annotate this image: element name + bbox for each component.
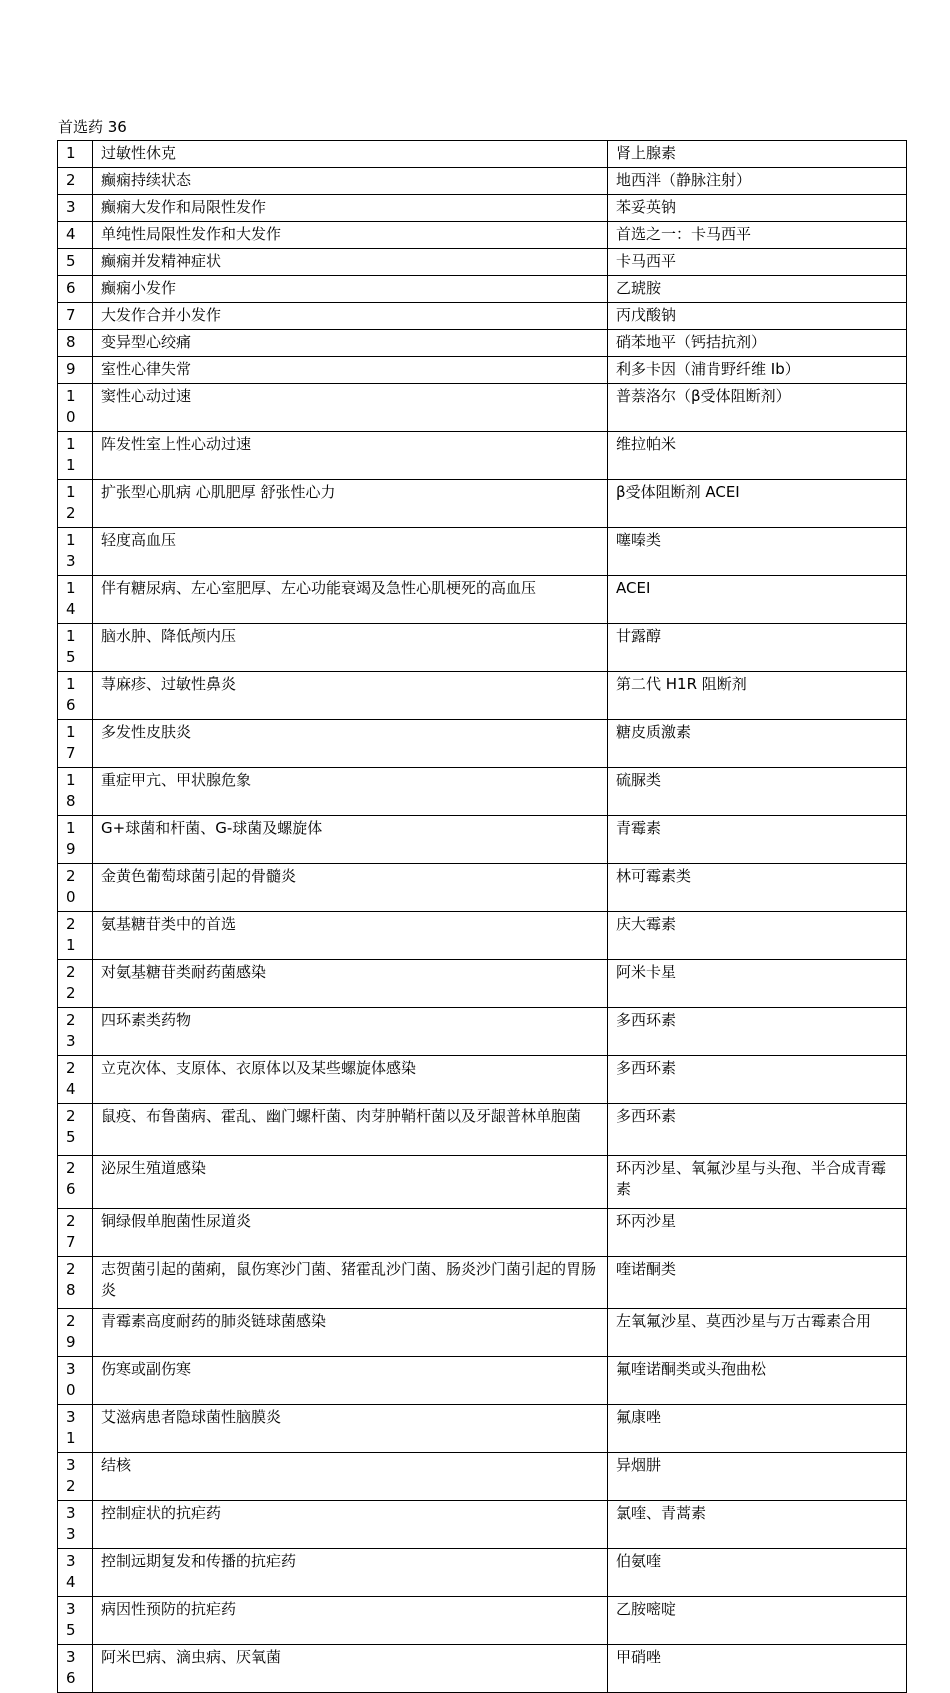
drug-cell: 喹诺酮类: [608, 1256, 907, 1308]
condition-cell: 癫痫并发精神症状: [93, 249, 608, 276]
condition-cell: 轻度高血压: [93, 528, 608, 576]
row-number-cell: 32: [58, 1453, 93, 1501]
condition-cell: 癫痫持续状态: [93, 168, 608, 195]
row-number-cell: 14: [58, 576, 93, 624]
row-number-cell: 28: [58, 1256, 93, 1308]
condition-cell: 病因性预防的抗疟药: [93, 1597, 608, 1645]
drug-cell: β受体阻断剂 ACEI: [608, 480, 907, 528]
row-number-cell: 36: [58, 1645, 93, 1693]
drug-cell: 左氧氟沙星、莫西沙星与万古霉素合用: [608, 1309, 907, 1357]
table-row: [58, 432, 907, 480]
table-row: [58, 1357, 907, 1405]
table-row: [58, 1156, 907, 1208]
table-row: [58, 1501, 907, 1549]
drug-cell: 甲硝唑: [608, 1645, 907, 1693]
table-row: [58, 672, 907, 720]
table-row: [58, 1597, 907, 1645]
row-number-cell: 20: [58, 864, 93, 912]
table-row: [58, 1104, 907, 1156]
drug-cell: 维拉帕米: [608, 432, 907, 480]
table-row: [58, 816, 907, 864]
row-number-cell: 4: [58, 222, 93, 249]
row-number-cell: 19: [58, 816, 93, 864]
drug-cell: 氟康唑: [608, 1405, 907, 1453]
condition-cell: 伤寒或副伤寒: [93, 1357, 608, 1405]
table-row: [58, 1309, 907, 1357]
row-number-cell: 21: [58, 912, 93, 960]
table-row: [58, 576, 907, 624]
condition-cell: 伴有糖尿病、左心室肥厚、左心功能衰竭及急性心肌梗死的高血压: [93, 576, 608, 624]
drug-cell: 乙琥胺: [608, 276, 907, 303]
condition-cell: 艾滋病患者隐球菌性脑膜炎: [93, 1405, 608, 1453]
drug-cell: 第二代 H1R 阻断剂: [608, 672, 907, 720]
table-row: [58, 528, 907, 576]
drug-cell: 环丙沙星: [608, 1208, 907, 1256]
condition-cell: 立克次体、支原体、衣原体以及某些螺旋体感染: [93, 1056, 608, 1104]
row-number-cell: 13: [58, 528, 93, 576]
drug-cell: 噻嗪类: [608, 528, 907, 576]
condition-cell: 铜绿假单胞菌性尿道炎: [93, 1208, 608, 1256]
row-number-cell: 34: [58, 1549, 93, 1597]
condition-cell: G+球菌和杆菌、G-球菌及螺旋体: [93, 816, 608, 864]
condition-cell: 变异型心绞痛: [93, 330, 608, 357]
row-number-cell: 18: [58, 768, 93, 816]
table-row: [58, 1453, 907, 1501]
drug-cell: 糖皮质激素: [608, 720, 907, 768]
table-row: [58, 276, 907, 303]
condition-cell: 对氨基糖苷类耐药菌感染: [93, 960, 608, 1008]
row-number-cell: 22: [58, 960, 93, 1008]
row-number-cell: 17: [58, 720, 93, 768]
first-choice-drug-table: [57, 140, 907, 1693]
row-number-cell: 10: [58, 384, 93, 432]
table-row: [58, 480, 907, 528]
table-row: [58, 1405, 907, 1453]
row-number-cell: 7: [58, 303, 93, 330]
table-row: [58, 864, 907, 912]
condition-cell: 控制远期复发和传播的抗疟药: [93, 1549, 608, 1597]
condition-cell: 扩张型心肌病 心肌肥厚 舒张性心力: [93, 480, 608, 528]
table-row: [58, 303, 907, 330]
drug-cell: 甘露醇: [608, 624, 907, 672]
drug-cell: 伯氨喹: [608, 1549, 907, 1597]
condition-cell: 志贺菌引起的菌痢，鼠伤寒沙门菌、猪霍乱沙门菌、肠炎沙门菌引起的胃肠炎: [93, 1256, 608, 1308]
drug-cell: 林可霉素类: [608, 864, 907, 912]
table-row: [58, 960, 907, 1008]
drug-cell: 氯喹、青蒿素: [608, 1501, 907, 1549]
drug-cell: 多西环素: [608, 1104, 907, 1156]
condition-cell: 室性心律失常: [93, 357, 608, 384]
table-row: [58, 1256, 907, 1308]
drug-cell: 地西泮（静脉注射）: [608, 168, 907, 195]
condition-cell: 泌尿生殖道感染: [93, 1156, 608, 1208]
row-number-cell: 25: [58, 1104, 93, 1156]
row-number-cell: 5: [58, 249, 93, 276]
table-row: [58, 1208, 907, 1256]
condition-cell: 青霉素高度耐药的肺炎链球菌感染: [93, 1309, 608, 1357]
row-number-cell: 30: [58, 1357, 93, 1405]
drug-cell: 苯妥英钠: [608, 195, 907, 222]
condition-cell: 鼠疫、布鲁菌病、霍乱、幽门螺杆菌、肉芽肿鞘杆菌以及牙龈普林单胞菌: [93, 1104, 608, 1156]
table-row: [58, 768, 907, 816]
table-row: [58, 195, 907, 222]
table-row: [58, 912, 907, 960]
table-row: [58, 357, 907, 384]
table-row: [58, 384, 907, 432]
drug-cell: 首选之一：卡马西平: [608, 222, 907, 249]
condition-cell: 过敏性休克: [93, 141, 608, 168]
drug-cell: 硝苯地平（钙拮抗剂）: [608, 330, 907, 357]
condition-cell: 窦性心动过速: [93, 384, 608, 432]
drug-cell: 异烟肼: [608, 1453, 907, 1501]
row-number-cell: 29: [58, 1309, 93, 1357]
condition-cell: 控制症状的抗疟药: [93, 1501, 608, 1549]
drug-cell: 利多卡因（浦肯野纤维 Ib）: [608, 357, 907, 384]
document-title: 首选药 36: [58, 118, 127, 136]
drug-cell: 丙戊酸钠: [608, 303, 907, 330]
row-number-cell: 33: [58, 1501, 93, 1549]
table-row: [58, 141, 907, 168]
condition-cell: 阿米巴病、滴虫病、厌氧菌: [93, 1645, 608, 1693]
row-number-cell: 6: [58, 276, 93, 303]
row-number-cell: 15: [58, 624, 93, 672]
condition-cell: 癫痫小发作: [93, 276, 608, 303]
row-number-cell: 27: [58, 1208, 93, 1256]
drug-cell: 多西环素: [608, 1056, 907, 1104]
condition-cell: 结核: [93, 1453, 608, 1501]
condition-cell: 癫痫大发作和局限性发作: [93, 195, 608, 222]
condition-cell: 多发性皮肤炎: [93, 720, 608, 768]
drug-cell: 乙胺嘧啶: [608, 1597, 907, 1645]
row-number-cell: 12: [58, 480, 93, 528]
row-number-cell: 8: [58, 330, 93, 357]
drug-cell: 环丙沙星、氧氟沙星与头孢、半合成青霉素: [608, 1156, 907, 1208]
drug-cell: 青霉素: [608, 816, 907, 864]
condition-cell: 荨麻疹、过敏性鼻炎: [93, 672, 608, 720]
table-row: [58, 1008, 907, 1056]
row-number-cell: 26: [58, 1156, 93, 1208]
drug-cell: 多西环素: [608, 1008, 907, 1056]
condition-cell: 四环素类药物: [93, 1008, 608, 1056]
condition-cell: 大发作合并小发作: [93, 303, 608, 330]
condition-cell: 重症甲亢、甲状腺危象: [93, 768, 608, 816]
row-number-cell: 24: [58, 1056, 93, 1104]
table-row: [58, 1056, 907, 1104]
drug-cell: 庆大霉素: [608, 912, 907, 960]
row-number-cell: 3: [58, 195, 93, 222]
drug-cell: 氟喹诺酮类或头孢曲松: [608, 1357, 907, 1405]
row-number-cell: 9: [58, 357, 93, 384]
table-row: [58, 222, 907, 249]
condition-cell: 阵发性室上性心动过速: [93, 432, 608, 480]
drug-cell: ACEI: [608, 576, 907, 624]
drug-cell: 卡马西平: [608, 249, 907, 276]
condition-cell: 金黄色葡萄球菌引起的骨髓炎: [93, 864, 608, 912]
row-number-cell: 11: [58, 432, 93, 480]
table-row: [58, 330, 907, 357]
condition-cell: 单纯性局限性发作和大发作: [93, 222, 608, 249]
drug-cell: 肾上腺素: [608, 141, 907, 168]
table-row: [58, 1549, 907, 1597]
condition-cell: 氨基糖苷类中的首选: [93, 912, 608, 960]
table-row: [58, 1645, 907, 1693]
drug-cell: 硫脲类: [608, 768, 907, 816]
table-row: [58, 168, 907, 195]
row-number-cell: 2: [58, 168, 93, 195]
row-number-cell: 35: [58, 1597, 93, 1645]
row-number-cell: 23: [58, 1008, 93, 1056]
condition-cell: 脑水肿、降低颅内压: [93, 624, 608, 672]
table-row: [58, 720, 907, 768]
row-number-cell: 16: [58, 672, 93, 720]
drug-cell: 阿米卡星: [608, 960, 907, 1008]
table-row: [58, 249, 907, 276]
row-number-cell: 1: [58, 141, 93, 168]
table-row: [58, 624, 907, 672]
row-number-cell: 31: [58, 1405, 93, 1453]
drug-cell: 普萘洛尔（β受体阻断剂）: [608, 384, 907, 432]
table-body: [58, 141, 907, 1693]
